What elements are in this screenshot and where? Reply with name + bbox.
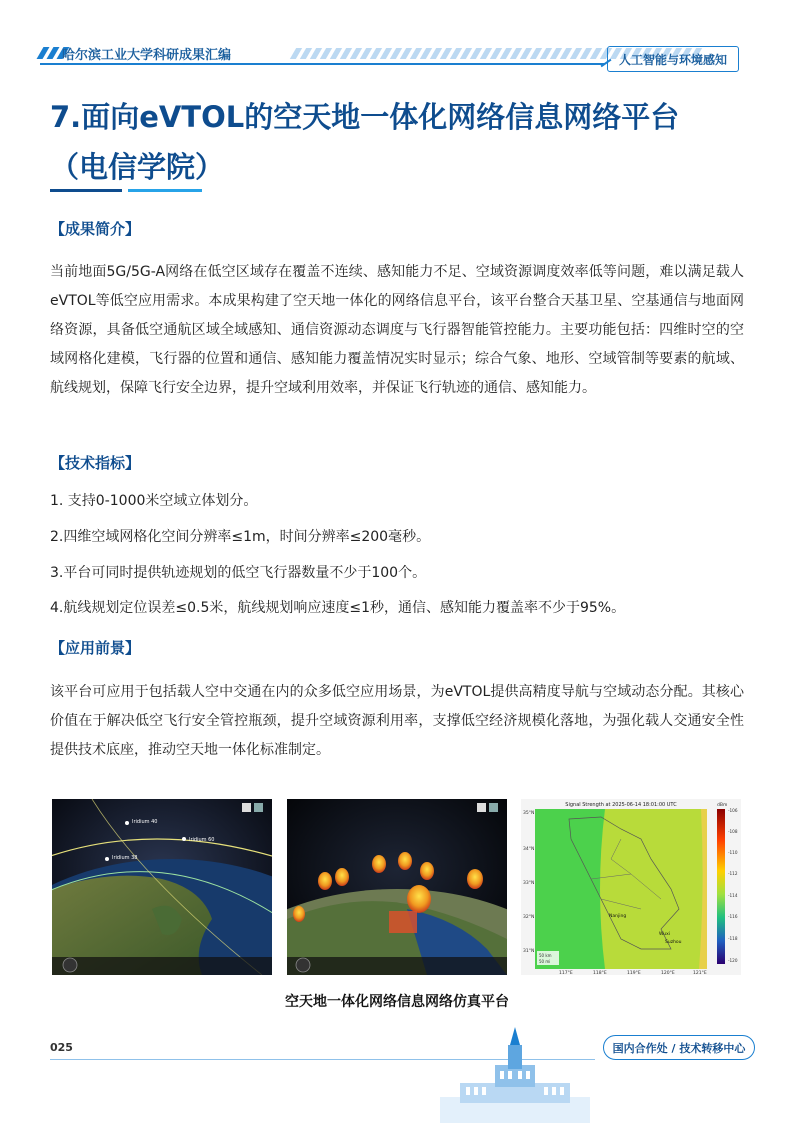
lon-tick: 117°E bbox=[559, 971, 573, 975]
figure-coverage-globe bbox=[287, 799, 507, 975]
colorbar-tick: -110 bbox=[728, 850, 738, 855]
footer-office-badge: 国内合作处 / 技术转移中心 bbox=[603, 1035, 755, 1060]
colorbar-tick: -108 bbox=[728, 829, 738, 834]
spec-item: 2.四维空域网格化空间分辨率≤1m，时间分辨率≤200毫秒。 bbox=[50, 529, 431, 545]
scale-label: 50 km bbox=[539, 953, 552, 958]
figure-caption: 空天地一体化网络信息网络仿真平台 bbox=[285, 994, 509, 1010]
lat-tick: 34°N bbox=[523, 847, 535, 852]
sat-label: Iridium 38 bbox=[112, 855, 138, 861]
page-title bbox=[50, 92, 750, 192]
intro-body: 当前地面5G/5G-A网络在低空区域存在覆盖不连续、感知能力不足、空域资源调度效率低等问题，难以满足载人eVTOL等低空应用需求。本成果构建了空天地一体化的网络信息平台，该平台整合天基卫星、空基通信与地面网络资源，具备低空通航区域全域感知、通信资源动态调度与飞行器智能管控能力。主要功能包括：四维时空的空域网格化建模，飞行器的位置和通信、感知能力覆盖情况实时显示；综合气象、地形、空域管制等要素的航域、航线规划，保障飞行安全边界，提升空域利用效率，并保证飞行轨迹的通信、感知能力。 bbox=[50, 264, 744, 396]
sat-label: Iridium 60 bbox=[189, 837, 215, 843]
colorbar-tick: -118 bbox=[728, 936, 738, 941]
satellite-globe-image bbox=[52, 799, 272, 975]
signal-strength-map bbox=[521, 799, 741, 975]
header-category-tag: 人工智能与环境感知 bbox=[607, 46, 739, 72]
lon-tick: 121°E bbox=[693, 971, 707, 975]
city-label: Nanjing bbox=[609, 914, 627, 919]
lon-tick: 119°E bbox=[627, 971, 641, 975]
colorbar-tick: -106 bbox=[728, 808, 738, 813]
coverage-globe-image bbox=[287, 799, 507, 975]
colorbar-tick: -112 bbox=[728, 871, 738, 876]
title-underline-dark bbox=[50, 189, 122, 192]
spec-item: 1. 支持0-1000米空域立体划分。 bbox=[50, 493, 258, 509]
lat-tick: 31°N bbox=[523, 949, 535, 954]
spec-item: 3.平台可同时提供轨迹规划的低空飞行器数量不少于100个。 bbox=[50, 565, 427, 581]
scale-label: 50 mi bbox=[539, 959, 551, 964]
page-title-line2: （电信学院） bbox=[50, 150, 225, 184]
colorbar-tick: -120 bbox=[728, 958, 738, 963]
lon-tick: 120°E bbox=[661, 971, 675, 975]
figure-satellite-globe bbox=[52, 799, 272, 975]
page-title-line1: 7.面向eVTOL的空天地一体化网络信息网络平台 bbox=[50, 100, 680, 134]
city-label: Suzhou bbox=[665, 940, 682, 945]
map-title: Signal Strength at 2025-06-14 18:01:00 UTC bbox=[565, 802, 677, 808]
header-left-title: 哈尔滨工业大学科研成果汇编 bbox=[62, 48, 232, 63]
campus-building-illustration bbox=[440, 1025, 590, 1123]
colorbar-tick: -116 bbox=[728, 914, 738, 919]
lat-tick: 35°N bbox=[523, 811, 535, 816]
city-label: Wuxi bbox=[659, 932, 671, 937]
page-number: 025 bbox=[50, 1041, 73, 1054]
figure-signal-map bbox=[521, 799, 741, 975]
colorbar bbox=[717, 809, 725, 964]
header-divider bbox=[40, 63, 605, 65]
lat-tick: 32°N bbox=[523, 915, 535, 920]
intro-heading: 【成果简介】 bbox=[50, 220, 141, 238]
lat-tick: 33°N bbox=[523, 881, 535, 886]
sat-label: Iridium 40 bbox=[132, 819, 158, 825]
colorbar-tick: -114 bbox=[728, 893, 738, 898]
spec-item: 4.航线规划定位误差≤0.5米，航线规划响应速度≤1秒，通信、感知能力覆盖率不少于95%。 bbox=[50, 600, 626, 616]
title-underline-light bbox=[128, 189, 202, 192]
prospect-heading: 【应用前景】 bbox=[50, 639, 141, 657]
colorbar-unit: dBm bbox=[717, 803, 728, 808]
specs-heading: 【技术指标】 bbox=[50, 454, 141, 472]
lon-tick: 118°E bbox=[593, 971, 607, 975]
prospect-body: 该平台可应用于包括载人空中交通在内的众多低空应用场景，为eVTOL提供高精度导航与空域动态分配。其核心价值在于解决低空飞行安全管控瓶颈，提升空域资源利用率，支撑低空经济规模化落地，为强化载人交通安全性提供技术底座，推动空天地一体化标准制定。 bbox=[50, 684, 744, 758]
